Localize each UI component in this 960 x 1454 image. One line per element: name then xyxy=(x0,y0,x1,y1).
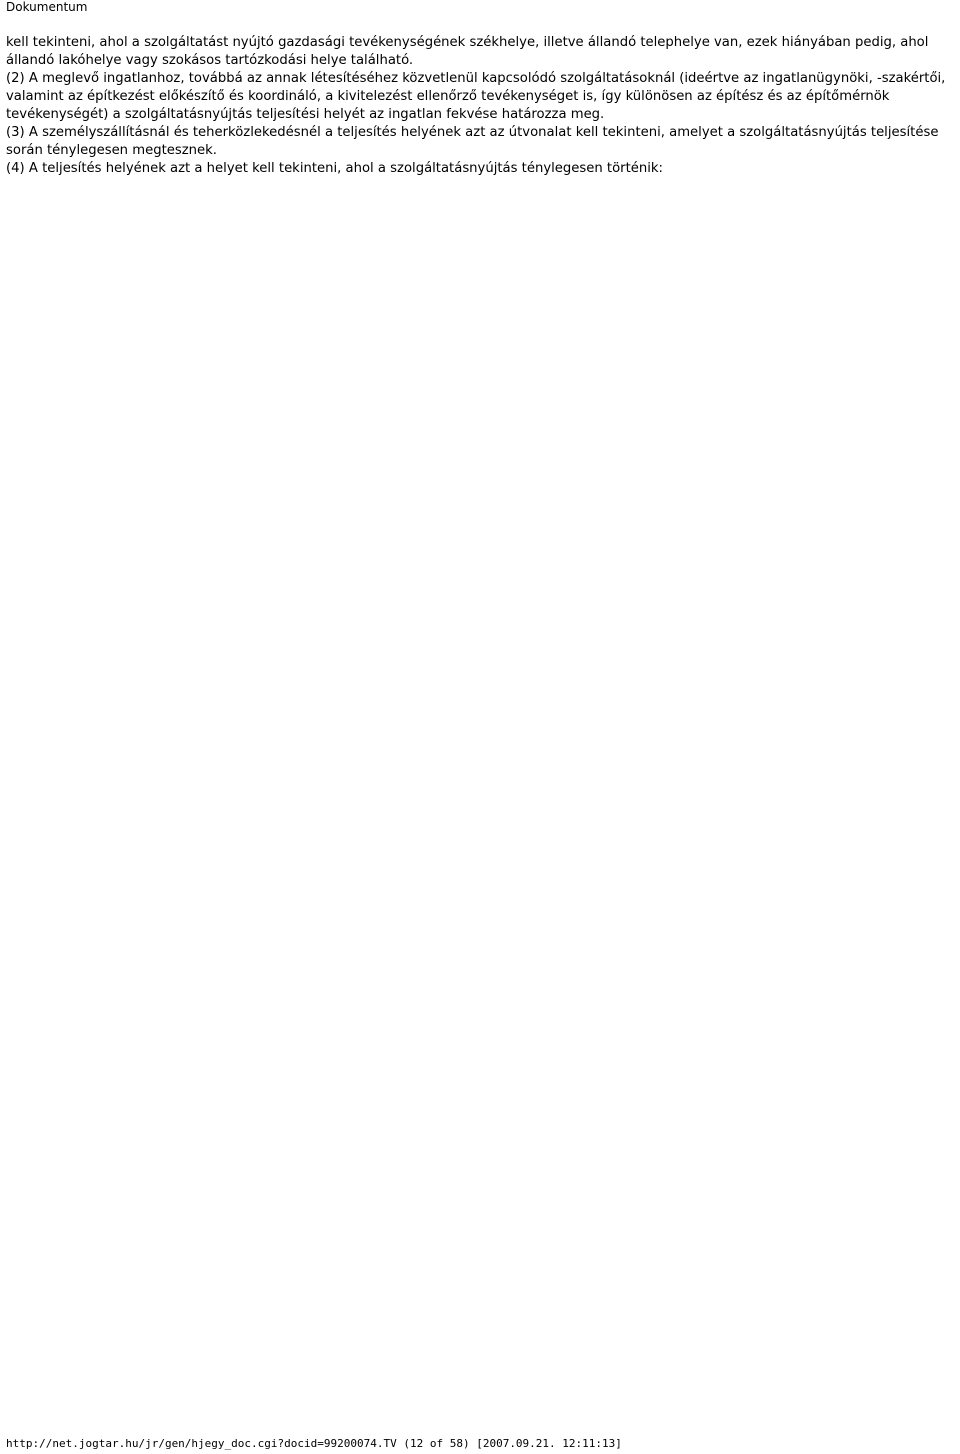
paragraph: (4) A teljesítés helyének azt a helyet kell tekinteni, ahol a szolgáltatásnyújtás ténylegesen történik: xyxy=(6,161,663,176)
document-header-title: Dokumentum xyxy=(6,0,88,14)
document-body xyxy=(6,34,952,178)
paragraph: (2) A meglevő ingatlanhoz, továbbá az annak létesítéséhez közvetlenül kapcsolódó szolgáltatásoknál (ideértve az ingatlanügynöki, -szakértői, valamint az építkezést előkészítő és koordináló, a kivitelezést ellenőrző tevékenységet is, így különösen az építész és az építőmérnök tevékenységét) a szolgáltatásnyújtás teljesítési helyét az ingatlan fekvése határozza meg. xyxy=(6,71,946,122)
document-footer-url: http://net.jogtar.hu/jr/gen/hjegy_doc.cgi?docid=99200074.TV (12 of 58) [2007.09.21. 12:11:13] xyxy=(6,1437,622,1450)
paragraph: kell tekinteni, ahol a szolgáltatást nyújtó gazdasági tevékenységének székhelye, illetve állandó telephelye van, ezek hiányában pedig, ahol állandó lakóhelye vagy szokásos tartózkodási helye található. xyxy=(6,35,929,68)
paragraph: (3) A személyszállításnál és teherközlekedésnél a teljesítés helyének azt az útvonalat kell tekinteni, amelyet a szolgáltatásnyújtás teljesítése során ténylegesen megtesznek. xyxy=(6,125,939,158)
